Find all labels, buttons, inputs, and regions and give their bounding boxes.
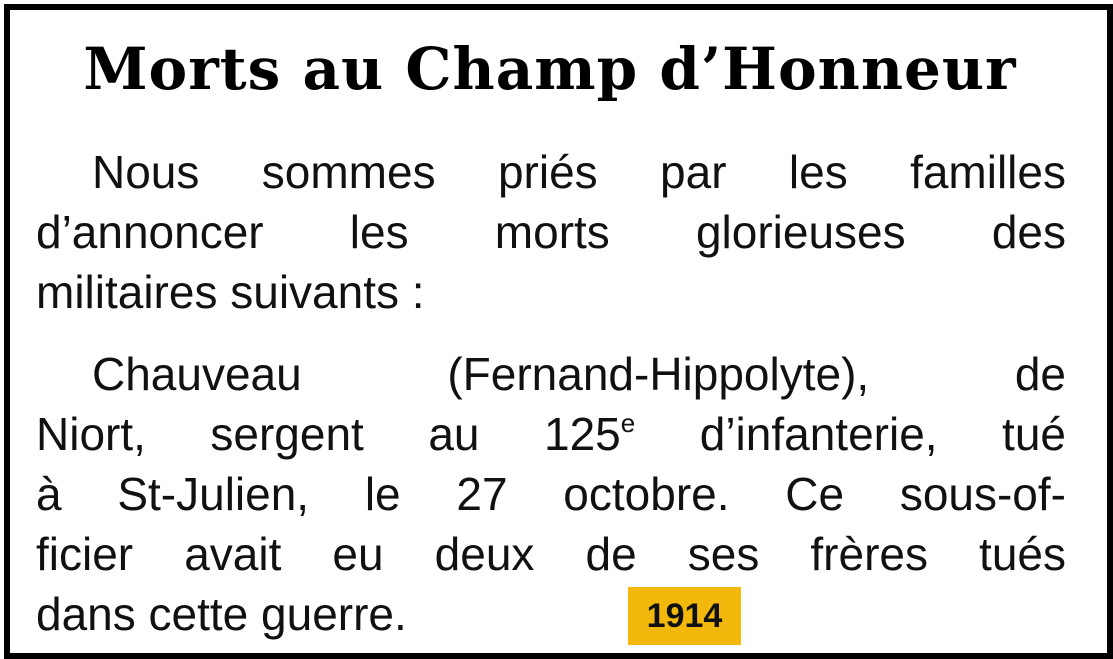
intro-line-2: d’annoncer les morts glorieuses des (36, 206, 1066, 258)
notice-line-4: ficier avait eu deux de ses frères tués (36, 528, 1066, 580)
intro-line-1: Nous sommes priés par les familles (92, 146, 1066, 198)
notice-line-5: dans cette guerre. (36, 588, 407, 640)
death-notice-paragraph (36, 344, 1066, 644)
intro-paragraph (36, 142, 1066, 322)
notice-line-2 (36, 404, 1066, 464)
headline: Morts au Champ d’Honneur (83, 35, 1017, 103)
notice-line-2-start: Niort, sergent au 125 (36, 408, 621, 460)
notice-line-2-end: d’infanterie, tué (635, 408, 1067, 460)
notice-line-3: à St-Julien, le 27 octobre. Ce sous-of- (36, 468, 1066, 520)
notice-line-1: Chauveau (Fernand-Hippolyte), de (92, 348, 1066, 400)
year-badge: 1914 (628, 587, 741, 645)
ordinal-suffix: e (620, 408, 636, 438)
intro-line-3: militaires suivants : (36, 266, 425, 318)
